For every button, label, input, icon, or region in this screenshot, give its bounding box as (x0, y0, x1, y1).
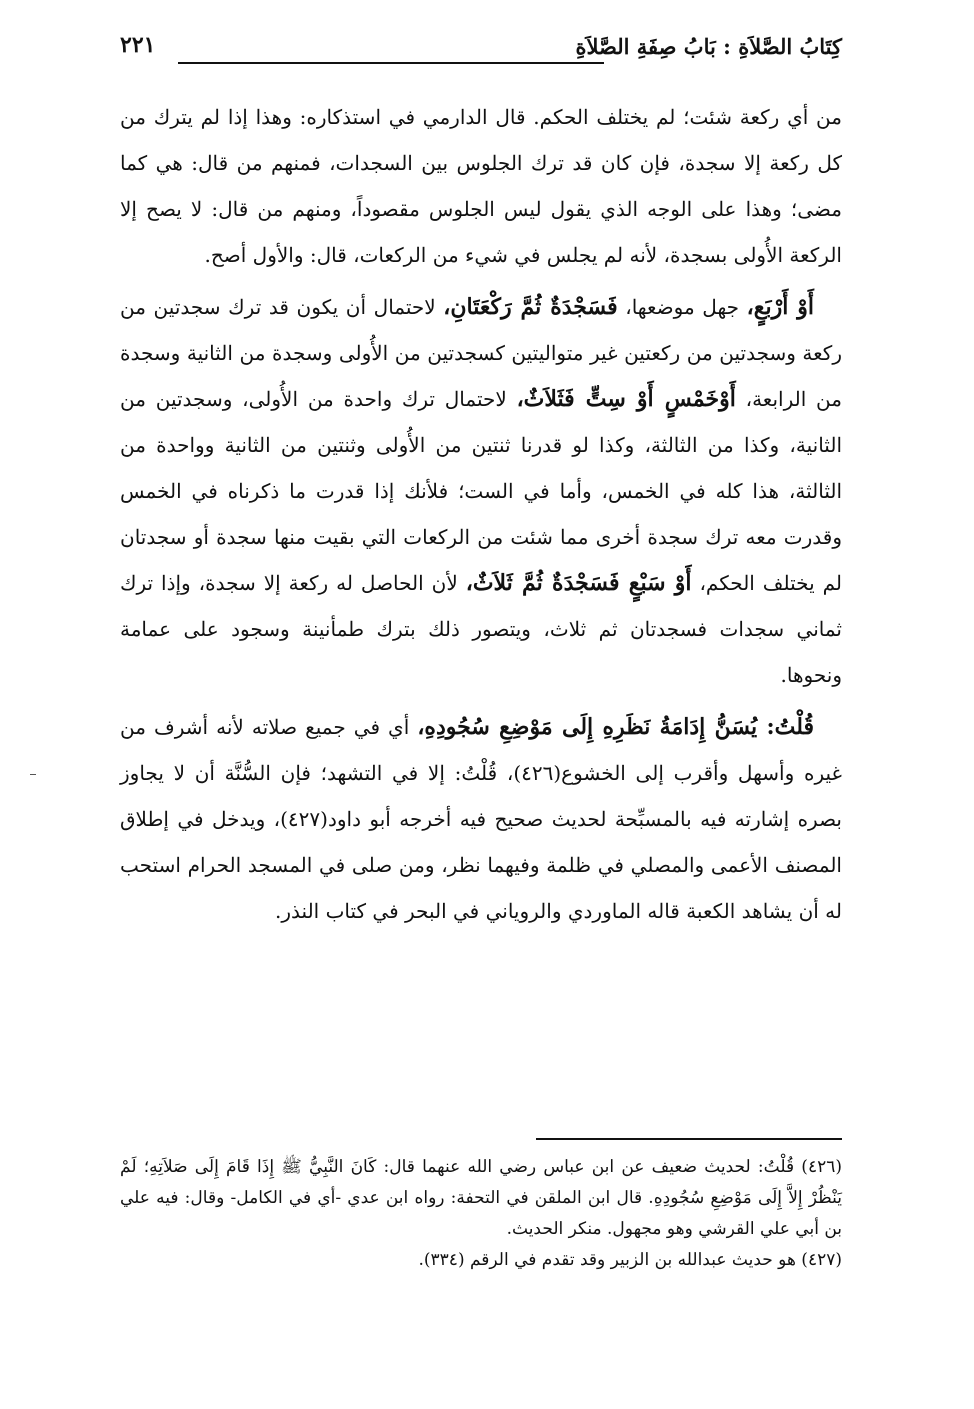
running-header (120, 30, 842, 70)
commentary-text: لأن الحاصل له ركعة إلا سجدة، وإذا ترك ثماني سجدات فسجدتان ثم ثلاث، ويتصور ذلك بترك طمأنينة وسجود على عمامة ونحوها. (120, 571, 842, 687)
commentary-text: لاحتمال ترك واحدة من الأُولى، وسجدتين من الثانية، وكذا من الثالثة، وكذا لو قدرنا ثنتين من الأُولى وثنتين من الثانية وواحدة من الثالثة، هذا كله في الخمس، وأما في الست؛ فلأنك إذا قدرت ما ذكرناه في الخمس وقدرت معه ترك سجدة أخرى مما شئت من الركعات التي بقيت منها سجدة أو سجدتان لم يختلف الحكم، (120, 387, 842, 595)
footnote-426: (٤٢٦) قُلْتُ: لحديث ضعيف عن ابن عباس رضي الله عنهما قال: كَانَ النَّبِيُّ ﷺ إِذَا قَامَ إِلَى صَلاَتِهِ؛ لَمْ يَنْظُرْ إِلاَّ إِلَى مَوْضِعِ سُجُودِهِ. قال ابن الملقن في التحفة: رواه ابن عدي -أي في الكامل- وقال: فيه علي بن أبي علي القرشي وهو مجهول. منكر الحديث. (120, 1157, 842, 1239)
paragraph-1 (120, 94, 842, 278)
matn-text: أَوْ أَرْبَعٍ، (746, 294, 814, 320)
header-rule (178, 62, 604, 64)
header-title: كِتَابُ الصَّلاَةِ : بَابُ صِفَةِ الصَّلاَةِ (575, 34, 842, 59)
commentary-text: جهل موضعها، (617, 295, 747, 319)
page-number: ٢٢١ (120, 32, 156, 58)
paragraph-3 (120, 704, 842, 934)
margin-mark (30, 774, 36, 775)
footnote-427: (٤٢٧) هو حديث عبدالله بن الزبير وقد تقدم في الرقم (٣٣٤). (418, 1250, 842, 1270)
footnotes (120, 1152, 842, 1276)
paragraph-1-text: من أي ركعة شئت؛ لم يختلف الحكم. قال الدارمي في استذكاره: وهذا إذا لم يترك من كل ركعة إلا سجدة، فإن كان قد ترك الجلوس بين السجدات، فمنهم من قال: هي كما مضى؛ وهذا على الوجه الذي يقول ليس الجلوس مقصوداً، ومنهم من قال: لا يصح إلا الركعة الأُولى بسجدة، لأنه لم يجلس في شيء من الركعات، قال: والأول أصح. (120, 105, 842, 267)
commentary-text: لاحتمال أن يكون قد ترك سجدتين من ركعة وسجدتين من ركعتين غير متواليتين كسجدتين من الأُولى وسجدة من الثانية وسجدة من الرابعة، (120, 295, 842, 411)
matn-text: أَوْ سَبْعٍ فَسَجْدَةٌ ثُمَّ ثَلاَثٌ، (465, 570, 692, 596)
footnote-separator (536, 1138, 842, 1140)
commentary-text: أي في جميع صلاته لأنه أشرف من غيره وأسهل وأقرب إلى الخشوع(٤٢٦)، قُلْتُ: إلا في التشهد؛ فإن السُّنَّة أن لا يجاوز بصره إشارته فيه بالمسبِّحة لحديث صحيح فيه أخرجه أبو داود(٤٢٧)، ويدخل في إطلاق المصنف الأعمى والمصلي في ظلمة وفيهما نظر، ومن صلى في المسجد الحرام استحب له أن يشاهد الكعبة قاله الماوردي والروياني في البحر في كتاب النذر. (120, 715, 842, 923)
matn-text: قُلْتُ: يُسَنُّ إِدَامَةُ نَظَرِهِ إِلَى مَوْضِعِ سُجُودِهِ، (417, 714, 815, 740)
matn-text: فَسَجْدَةٌ ثُمَّ رَكْعَتَانِ، (443, 294, 618, 320)
paragraph-2 (120, 284, 842, 698)
body-text (120, 94, 842, 940)
matn-text: أَوْخَمْسٍ أَوْ سِتٍّ فَثَلاَثٌ، (516, 386, 736, 412)
